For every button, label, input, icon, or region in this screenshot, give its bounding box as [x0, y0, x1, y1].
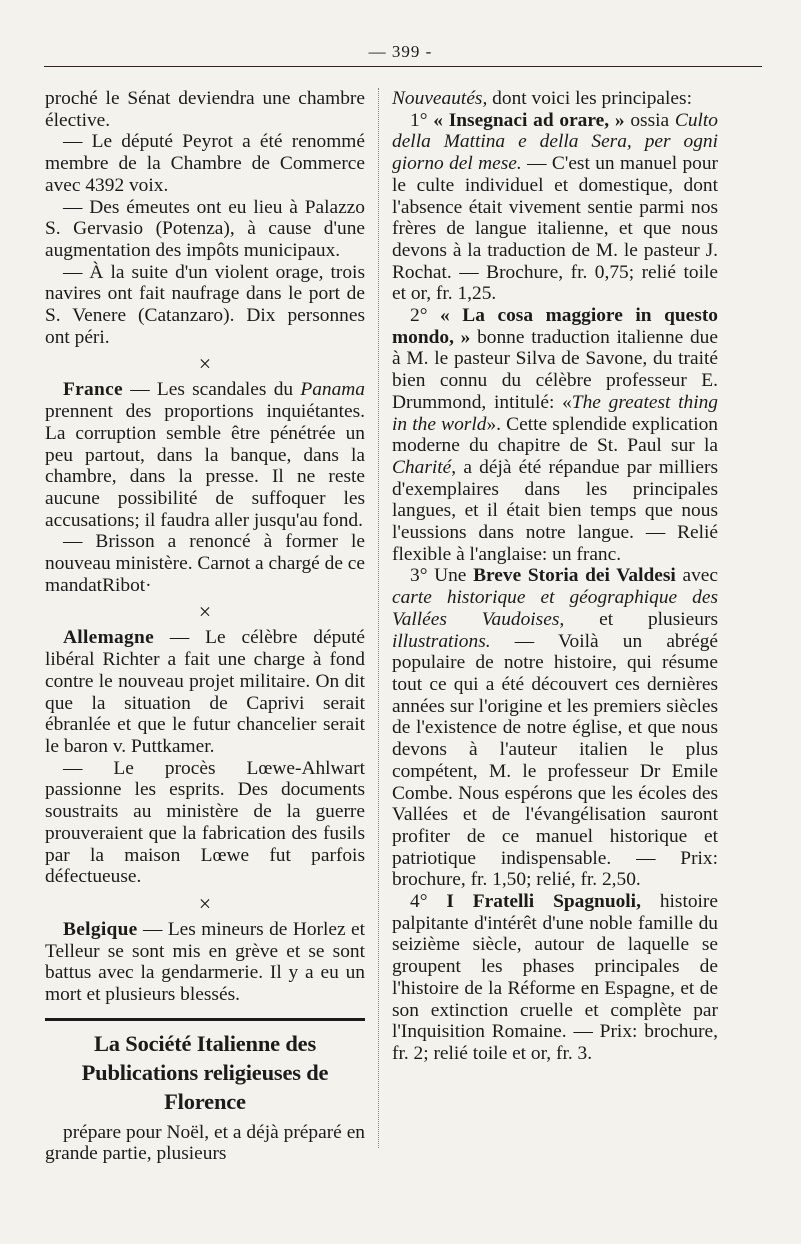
section-rule — [45, 1018, 365, 1021]
france-news-2: — Brisson a renoncé à former le nouveau ministère. Carnot a chargé de ce mandatRibot· — [45, 531, 365, 596]
publication-title: Breve Storia dei Valdesi — [473, 565, 676, 587]
italy-news-4: — À la suite d'un violent orage, trois navires ont fait naufrage dans le port de S. Venere (Catanzaro). Dix personnes ont péri. — [45, 261, 365, 348]
publication-item-2: 2° « La cosa maggiore in questo mondo, » bonne traduction italienne due à M. le pasteur Silva de Savone, du traité bien connu du célèbre professeur E. Drummond, intitulé: «The greatest thing in the world». Cette splendide explication moderne du chapitre de St. Paul sur la Charité, a déjà été répandue par milliers d'exemplaires dans les principales langues, et il était bien temps que nous l'eussions dans notre langue. — Relié flexible à l'anglaise: un franc. — [392, 305, 718, 565]
italy-news-1: proché le Sénat deviendra une chambre élective. — [45, 88, 365, 131]
section-separator: × — [198, 599, 212, 625]
belgium-news-1: Belgique — Les mineurs de Horlez et Telleur se sont mis en grève et se sont battus avec la gendarmerie. Il y a eu un mort et plusieurs blessés. — [45, 918, 365, 1006]
section-separator: × — [198, 890, 212, 916]
country-heading-germany: Allemagne — [63, 627, 155, 649]
italy-news-2: — Le député Peyrot a été renommé membre de la Chambre de Commerce avec 4392 voix. — [45, 131, 365, 196]
publication-title: « Insegnaci ad orare, » — [433, 109, 625, 131]
publication-title: « La cosa maggiore in questo mondo, » — [392, 305, 718, 348]
column-divider — [378, 88, 379, 1148]
germany-news-1: Allemagne — Le célèbre député libéral Richter a fait une charge à fond contre le nouveau projet militaire. On dit que la situation de Caprivi serait ébranlée et que le futur chancelier serait le baron v. Puttkamer. — [45, 627, 365, 757]
publication-item-1: 1° « Insegnaci ad orare, » ossia Culto della Mattina e della Sera, per ogni giorno del mese. — C'est un manuel pour le culte individuel et domestique, dont l'absence était vivement sentie parmi nos frères de langue italienne, et que nous devons à la traduction de M. le pasteur J. Rochat. — Brochure, fr. 0,75; relié toile et or, fr. 1,25. — [392, 109, 718, 305]
publication-item-3: 3° Une Breve Storia dei Valdesi avec carte historique et géographique des Vallées Vaudoises, et plusieurs illustrations. — Voilà un abrégé populaire de notre histoire, qui résume tout ce qui a été découvert ces dernières années sur l'origine et les premiers siècles de l'existence de notre église, et que nous devons à l'auteur italien le plus compétent, M. le professeur Dr Emile Combe. Nous espérons que les écoles des Vallées et de l'évangélisation sauront profiter de ce manuel historique et patriotique indispensable. — Prix: brochure, fr. 1,50; relié, fr. 2,50. — [392, 565, 718, 891]
right-column — [392, 88, 718, 1065]
publication-title: I Fratelli Spagnuoli, — [446, 891, 641, 913]
section-intro: prépare pour Noël, et a déjà préparé en grande partie, plusieurs — [45, 1121, 365, 1165]
france-news-1: France — Les scandales du Panama prennent des proportions inquiétantes. La corruption semble être pénétrée un peu partout, dans la banque, dans la chambre, dans la presse. Il ne reste aucune possibilité de suffoquer les accusations; il faudra aller jusqu'au fond. — [45, 379, 365, 531]
country-heading-belgium: Belgique — [63, 918, 138, 940]
header-rule — [44, 66, 762, 67]
section-heading: La Société Italienne des Publications religieuses de Florence — [81, 1030, 329, 1114]
publications-intro: Nouveautés, dont voici les principales: — [392, 88, 692, 109]
section-separator: × — [198, 351, 212, 377]
publication-item-4: 4° I Fratelli Spagnuoli, histoire palpitante d'intérêt d'une noble famille du seizième siècle, autour de laquelle se groupent les phases principales de l'histoire de la Réforme en Espagne, et de son extinction cruelle et complète par l'Inquisition Romaine. — Prix: brochure, fr. 2; relié toile et or, fr. 3. — [392, 891, 718, 1064]
country-heading-france: France — [63, 379, 123, 401]
page-number: — 399 - — [368, 42, 433, 61]
germany-news-2: — Le procès Lœwe-Ahlwart passionne les esprits. Des documents soustraits au ministère de la guerre prouveraient que la fabrication des fusils par la maison Lœwe fut parfois défectueuse. — [45, 757, 365, 888]
italy-news-3: — Des émeutes ont eu lieu à Palazzo S. Gervasio (Potenza), à cause d'une augmentation des impôts municipaux. — [45, 196, 365, 261]
left-column — [45, 88, 365, 1165]
